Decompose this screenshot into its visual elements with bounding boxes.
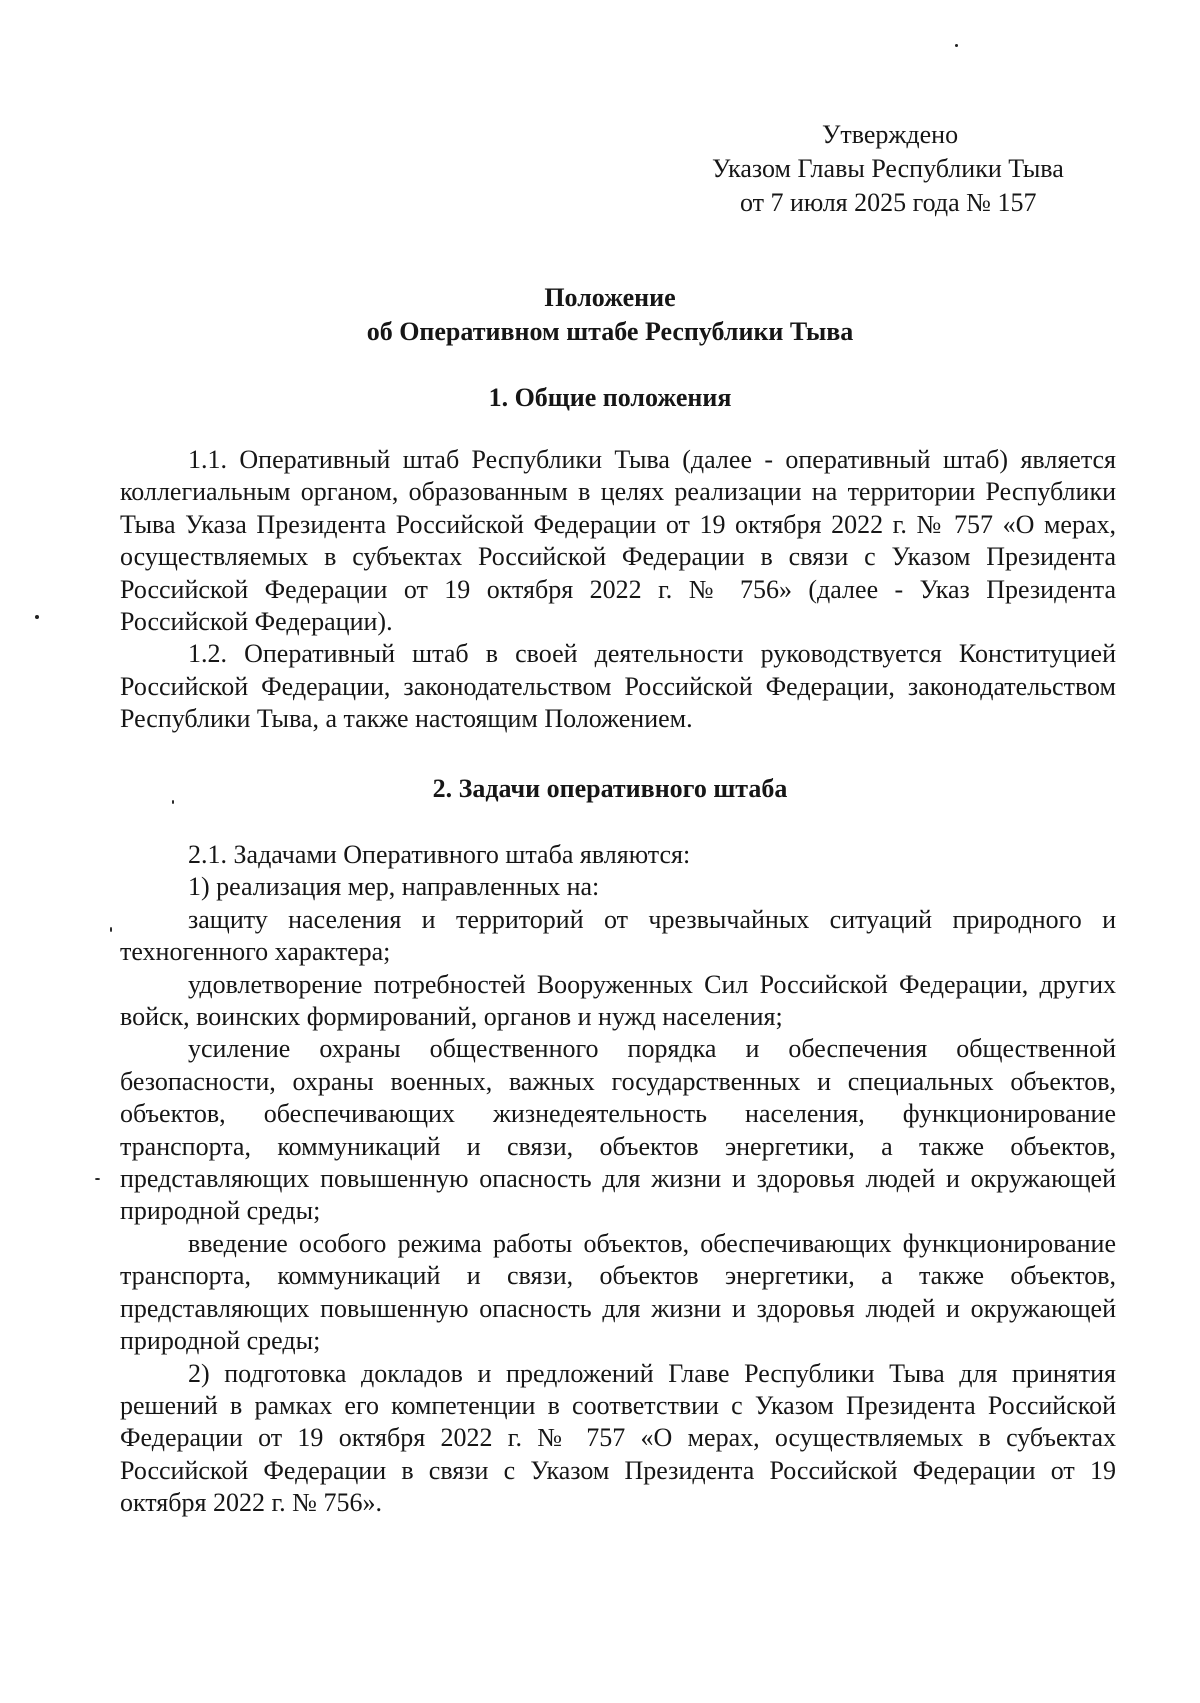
scan-speck <box>35 615 39 619</box>
section-heading-general: 1. Общие положения <box>488 383 732 412</box>
approval-line-2: Указом Главы Республики Тыва <box>712 154 1064 183</box>
scan-speck <box>95 1178 100 1180</box>
task-subitem-protection: защиту населения и территорий от чрезвычайных ситуаций природного и техногенного характера; <box>120 904 1116 967</box>
approval-stamp <box>712 118 1132 220</box>
section-heading-tasks: 2. Задачи оперативного штаба <box>432 774 788 803</box>
paragraph-1-2: 1.2. Оперативный штаб в своей деятельности руководствуется Конституцией Российской Федерации, законодательством Российской Федерации, законодательством Республики Тыва, а также настоящим Положением. <box>120 639 1116 734</box>
task-item-1: 1) реализация мер, направленных на: <box>188 872 600 902</box>
paragraph-1-1: 1.1. Оперативный штаб Республики Тыва (далее - оперативный штаб) является коллегиальным органом, образованным в целях реализации на территории Республики Тыва Указа Президента Российской Федерации от 19 октября 2022 г. № 757 «О мерах, осуществляемых в субъектах Российской Федерации в связи с Указом Президента Российской Федерации от 19 октября 2022 г. № 756» (далее - Указ Президента Российской Федерации). <box>120 445 1116 637</box>
document-subtitle: об Оперативном штабе Республики Тыва <box>366 317 854 346</box>
task-item-2: 2) подготовка докладов и предложений Главе Республики Тыва для принятия решений в рамках его компетенции в соответствии с Указом Президента Российской Федерации от 19 октября 2022 г. № 757 «О мерах, осуществляемых в субъектах Российской Федерации в связи с Указом Президента Российской Федерации от 19 октября 2022 г. № 756». <box>120 1358 1116 1518</box>
scan-speck <box>955 44 958 47</box>
scan-speck <box>110 927 112 932</box>
task-subitem-security: усиление охраны общественного порядка и обеспечения общественной безопасности, охраны военных, важных государственных и специальных объектов, объектов, обеспечивающих жизнедеятельность населения, функционирование транспорта, коммуникаций и связи, объектов энергетики, а также объектов, представляющих повышенную опасность для жизни и здоровья людей и окружающей природной среды; <box>120 1034 1116 1226</box>
document-title: Положение <box>544 283 676 312</box>
approval-line-3: от 7 июля 2025 года № 157 <box>740 188 1037 217</box>
task-subitem-needs: удовлетворение потребностей Вооруженных Сил Российской Федерации, других войск, воинских формирований, органов и нужд населения; <box>120 969 1116 1032</box>
paragraph-2-1: 2.1. Задачами Оперативного штаба являются: <box>188 840 691 869</box>
task-subitem-regime: введение особого режима работы объектов, обеспечивающих функционирование транспорта, коммуникаций и связи, объектов энергетики, а также объектов, представляющих повышенную опасность для жизни и здоровья людей и окружающей природной среды; <box>120 1228 1116 1356</box>
section-tasks-body <box>120 839 1116 1520</box>
section-general-body <box>120 444 1116 736</box>
approval-line-1: Утверждено <box>822 120 959 149</box>
